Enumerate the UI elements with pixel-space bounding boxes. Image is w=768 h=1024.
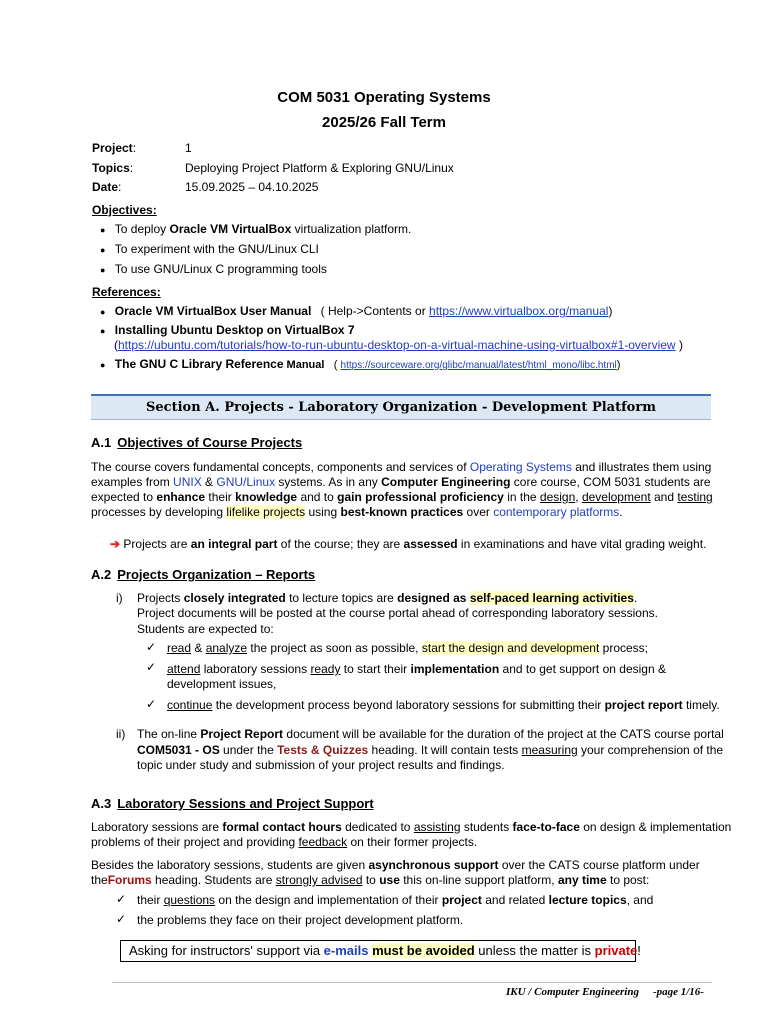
a2-ii-line-3: topic under study and submission of your project results and findings.	[137, 758, 505, 772]
a1-note: ➔ Projects are an integral part of the course; they are assessed in examinations and have vital grading weight.	[110, 537, 707, 551]
check-icon: ✓	[116, 892, 127, 906]
topics-value: Deploying Project Platform & Exploring GNU/Linux	[185, 161, 454, 175]
check-icon: ✓	[146, 640, 157, 654]
check-icon: ✓	[146, 697, 157, 711]
references-heading: References:	[92, 285, 161, 299]
objective-item: ● To deploy Oracle VM VirtualBox virtualization platform.	[100, 222, 412, 236]
a2-ii-line-2: COM5031 - OS under the Tests & Quizzes heading. It will contain tests measuring your comprehension of the	[137, 743, 724, 757]
footer-divider	[112, 982, 712, 983]
bullet-icon: ●	[100, 225, 106, 235]
date-value: 15.09.2025 – 04.10.2025	[185, 180, 319, 194]
a1-line-2: examples from UNIX & GNU/Linux systems. As in any Computer Engineering core course, COM 5031 students are	[91, 475, 711, 489]
reference-item: ● The GNU C Library Reference Manual ( https://sourceware.org/glibc/manual/latest/html_mono/libc.html)	[100, 357, 621, 371]
list-marker-ii: ii)	[116, 727, 126, 741]
a2-check-2: attend laboratory sessions ready to start their implementation and to get support on design &	[167, 662, 666, 676]
a2-ii-line-1: The on-line Project Report document will be available for the duration of the project at the CATS course portal	[137, 727, 724, 741]
a3-line-3: Besides the laboratory sessions, students are given asynchronous support over the CATS course platform under	[91, 858, 700, 872]
virtualbox-manual-link[interactable]: https://www.virtualbox.org/manual	[429, 304, 609, 318]
bullet-icon: ●	[100, 307, 106, 317]
a2-heading: A.2 Projects Organization – Reports	[91, 567, 316, 582]
a3-heading: A.3 Laboratory Sessions and Project Support	[91, 796, 374, 811]
objectives-heading: Objectives:	[92, 203, 157, 217]
a1-line-4: processes by developing lifelike projects using best-known practices over contemporary platforms.	[91, 505, 623, 519]
reference-link-line: (https://ubuntu.com/tutorials/how-to-run-ubuntu-desktop-on-a-virtual-machine-using-virtualbox#1-overview )	[114, 338, 683, 352]
date-label: Date:	[92, 180, 122, 194]
bullet-icon: ●	[100, 265, 106, 275]
objective-item: ● To experiment with the GNU/Linux CLI	[100, 242, 319, 256]
ubuntu-tutorial-link[interactable]: https://ubuntu.com/tutorials/how-to-run-ubuntu-desktop-on-a-virtual-machine-using-virtualbox#1-overview	[118, 338, 676, 352]
a1-line-1: The course covers fundamental concepts, components and services of Operating Systems and illustrates them using	[91, 460, 712, 474]
topics-label: Topics:	[92, 161, 134, 175]
project-value: 1	[185, 141, 192, 155]
a2-i-line-2: Project documents will be posted at the course portal ahead of corresponding laboratory sessions.	[137, 606, 658, 620]
glibc-manual-link[interactable]: https://sourceware.org/glibc/manual/latest/html_mono/libc.html	[340, 360, 617, 371]
reference-item: ● Oracle VM VirtualBox User Manual ( Help->Contents or https://www.virtualbox.org/manual)	[100, 304, 613, 318]
a3-line-4: theForums heading. Students are strongly advised to use this on-line support platform, any time to post:	[91, 873, 650, 887]
a2-check-3: continue the development process beyond laboratory sessions for submitting their project report timely.	[167, 698, 720, 712]
bullet-icon: ●	[100, 245, 106, 255]
check-icon: ✓	[146, 660, 157, 674]
document-term: 2025/26 Fall Term	[322, 114, 446, 131]
arrow-right-icon: ➔	[110, 537, 121, 551]
project-label: Project:	[92, 141, 137, 155]
a1-heading: A.1 Objectives of Course Projects	[91, 435, 303, 450]
reference-item: ● Installing Ubuntu Desktop on VirtualBox 7	[100, 323, 355, 337]
a3-check-2: the problems they face on their project development platform.	[137, 913, 464, 927]
list-marker-i: i)	[116, 591, 123, 605]
section-a-banner: Section A. Projects - Laboratory Organization - Development Platform	[91, 394, 711, 420]
a3-line-2: problems of their project and providing feedback on their former projects.	[91, 835, 478, 849]
a2-check-1: read & analyze the project as soon as possible, start the design and development process;	[167, 641, 648, 655]
page-footer: IKU / Computer Engineering -page 1/16-	[506, 986, 704, 998]
bullet-icon: ●	[100, 326, 106, 336]
objective-item: ● To use GNU/Linux C programming tools	[100, 262, 327, 276]
a2-check-2-cont: development issues,	[167, 677, 277, 691]
a1-line-3: expected to enhance their knowledge and to gain professional proficiency in the design, development and testing	[91, 490, 713, 504]
bullet-icon: ●	[100, 360, 106, 370]
document-title: COM 5031 Operating Systems	[277, 89, 491, 106]
a2-i-line-1: Projects closely integrated to lecture topics are designed as self-paced learning activities.	[137, 591, 638, 605]
a3-line-1: Laboratory sessions are formal contact hours dedicated to assisting students face-to-face on design & implementation	[91, 820, 732, 834]
a2-i-line-3: Students are expected to:	[137, 622, 274, 636]
a3-check-1: their questions on the design and implementation of their project and related lecture topics, and	[137, 893, 654, 907]
check-icon: ✓	[116, 912, 127, 926]
email-notice-box: Asking for instructors' support via e-mails must be avoided unless the matter is private!	[120, 940, 636, 962]
